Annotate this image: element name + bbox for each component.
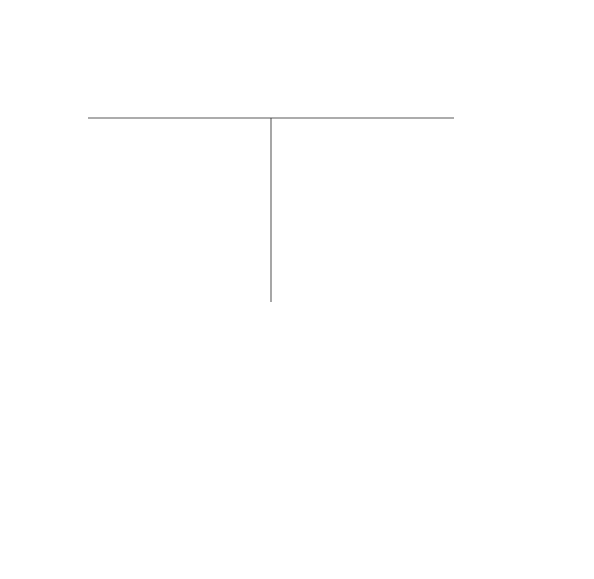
section-heading xyxy=(60,369,74,380)
